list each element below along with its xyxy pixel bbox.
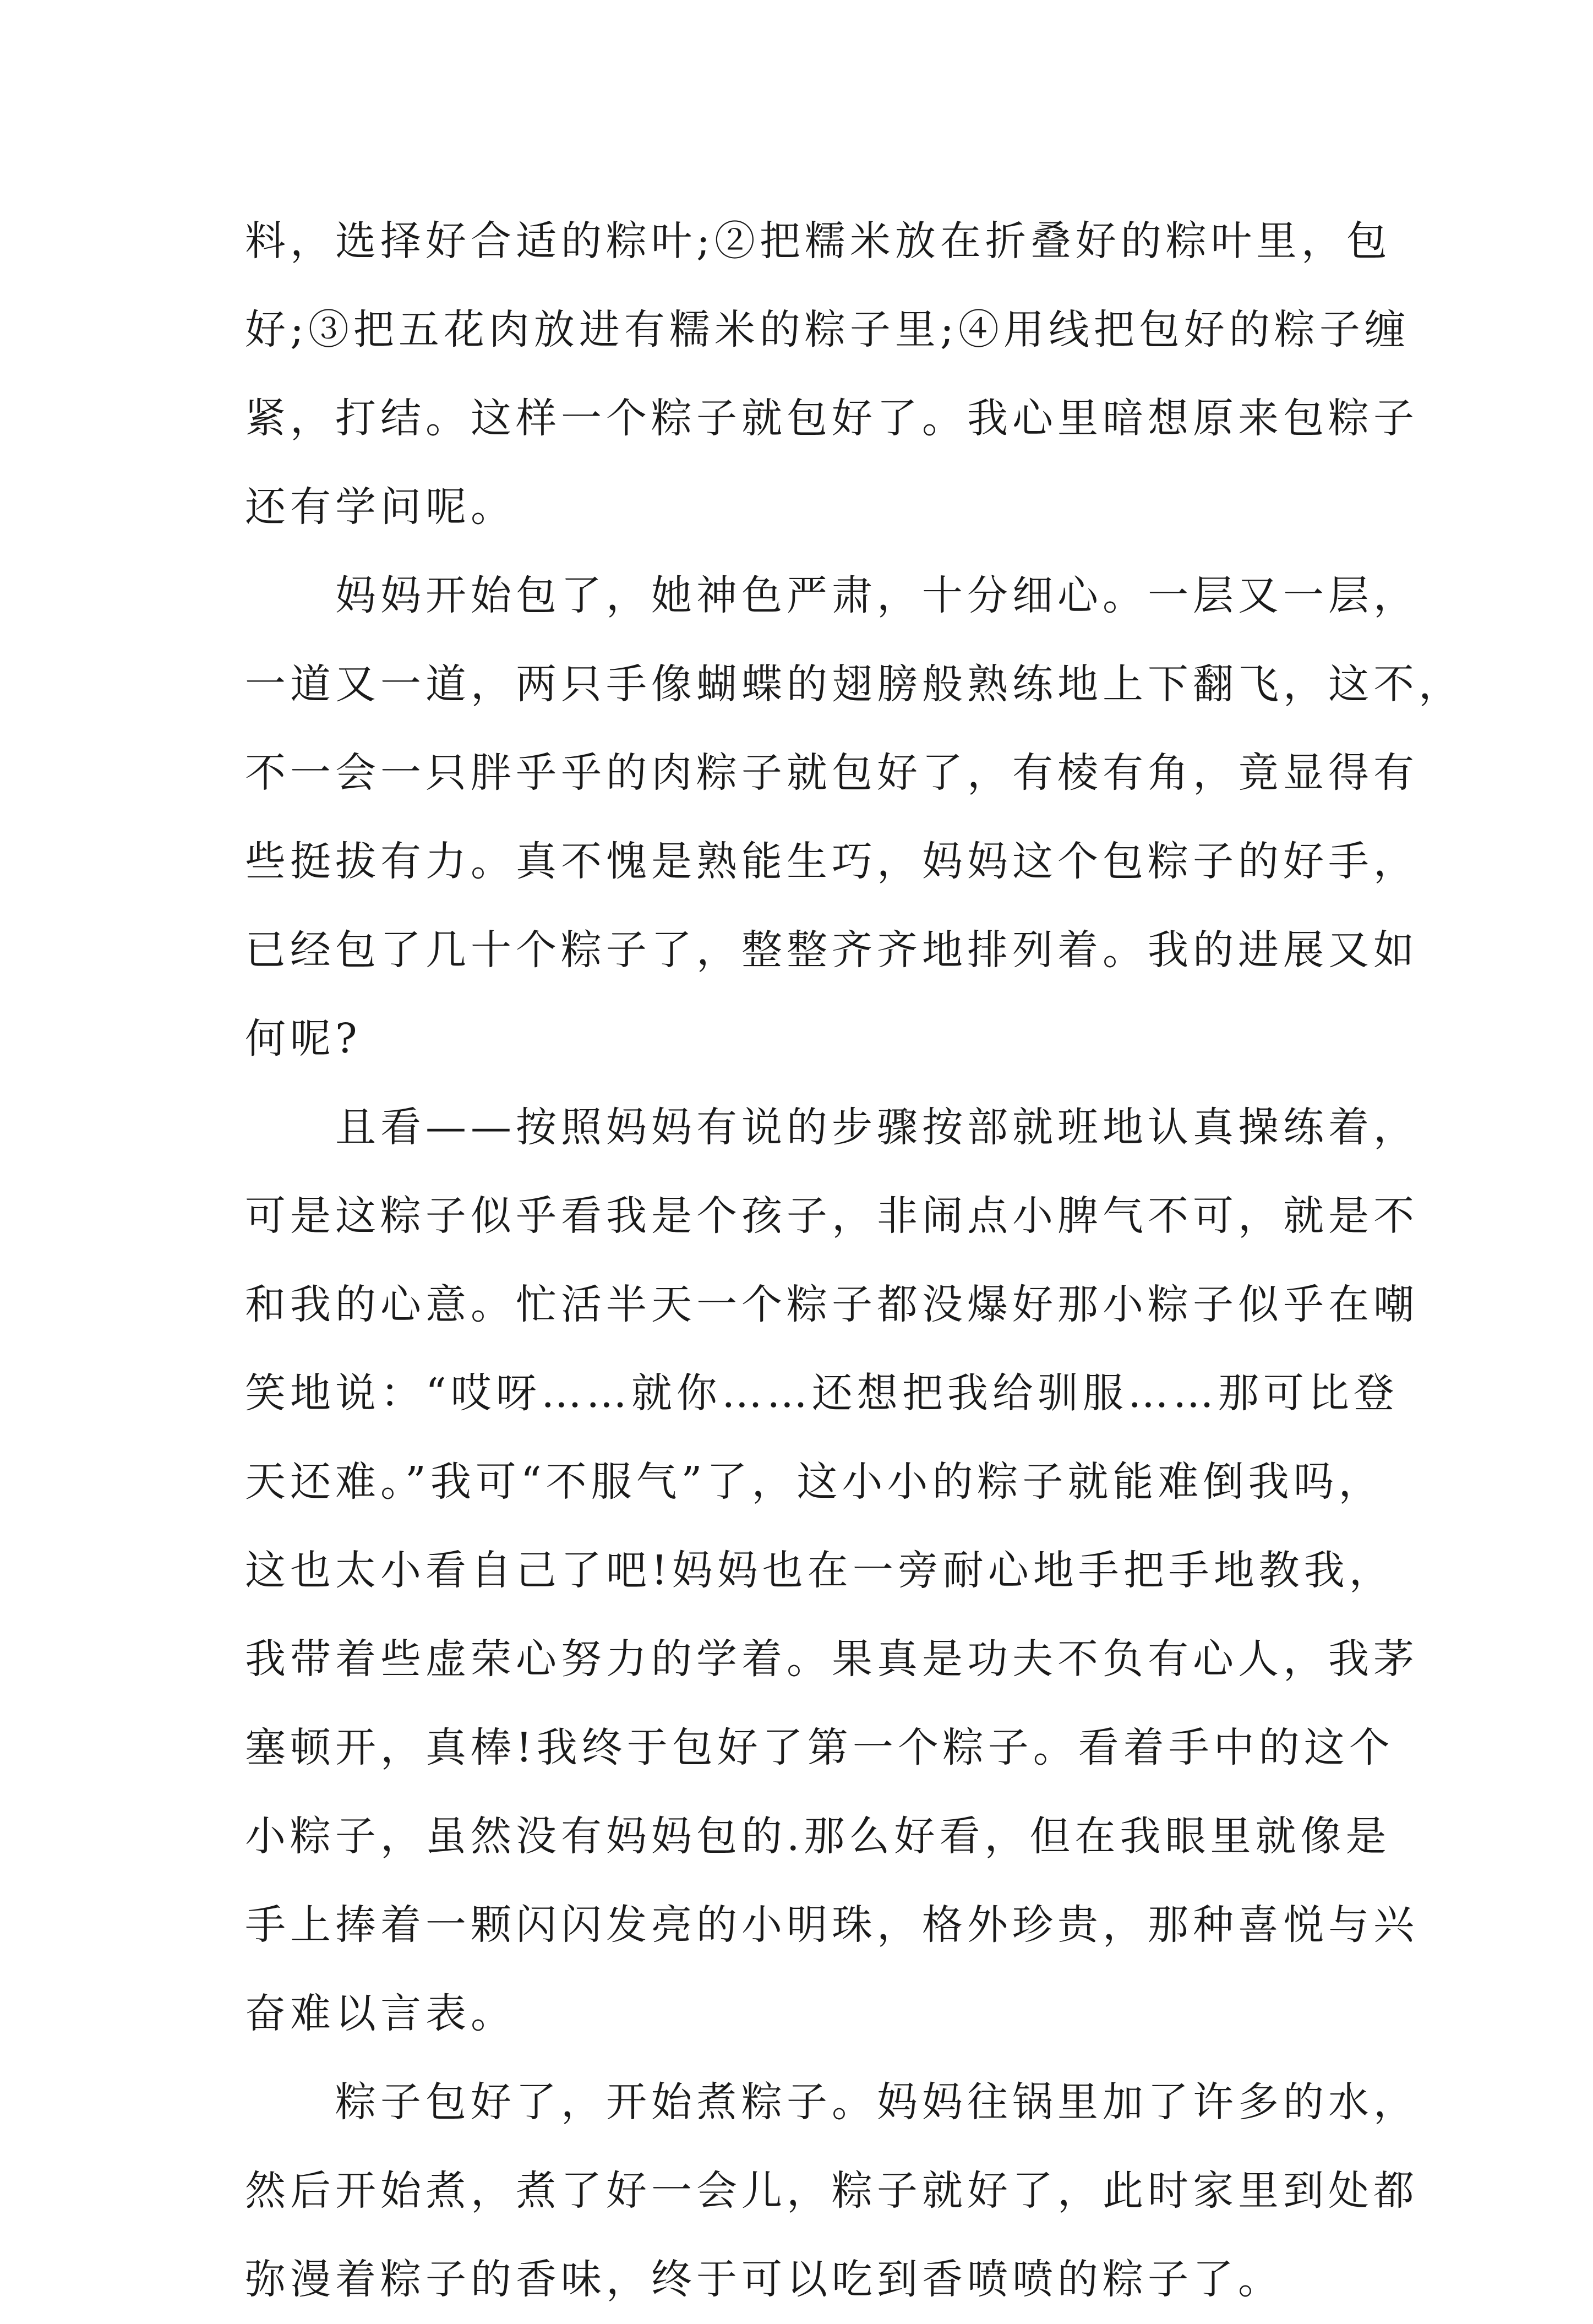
text-line: 然后开始煮，煮了好一会儿，粽子就好了，此时家里到处都 xyxy=(245,2167,1419,2214)
text-line: 奋难以言表。 xyxy=(245,1990,516,2037)
text-line: 妈妈开始包了，她神色严肃，十分细心。一层又一层， xyxy=(335,572,1419,619)
text-line: 我带着些虚荣心努力的学着。果真是功夫不负有心人，我茅 xyxy=(245,1635,1419,1683)
text-line: 塞顿开，真棒!我终于包好了第一个粽子。看着手中的这个 xyxy=(245,1724,1394,1771)
text-line: 和我的心意。忙活半天一个粽子都没爆好那小粽子似乎在嘲 xyxy=(245,1281,1419,1328)
text-line: 已经包了几十个粽子了，整整齐齐地排列着。我的进展又如 xyxy=(245,926,1419,974)
text-line: 些挺拔有力。真不愧是熟能生巧，妈妈这个包粽子的好手， xyxy=(245,838,1419,885)
text-line: 可是这粽子似乎看我是个孩子，非闹点小脾气不可，就是不 xyxy=(245,1192,1419,1240)
text-line: 还有学问呢。 xyxy=(245,483,516,531)
text-line: 小粽子，虽然没有妈妈包的.那么好看，但在我眼里就像是 xyxy=(245,1813,1391,1860)
text-line: 一道又一道，两只手像蝴蝶的翅膀般熟练地上下翻飞，这不， xyxy=(245,661,1464,708)
text-line: 何呢? xyxy=(245,1015,362,1062)
document-body xyxy=(245,197,1464,2324)
text-line: 紧，打结。这样一个粽子就包好了。我心里暗想原来包粽子 xyxy=(245,395,1419,442)
text-line: 粽子包好了，开始煮粽子。妈妈往锅里加了许多的水， xyxy=(335,2078,1419,2126)
paragraph-4 xyxy=(245,2058,1419,2324)
paragraph-2 xyxy=(245,552,1464,1083)
text-line: 手上捧着一颗闪闪发亮的小明珠，格外珍贵，那种喜悦与兴 xyxy=(245,1901,1419,1949)
text-line: 不一会一只胖乎乎的肉粽子就包好了，有棱有角，竟显得有 xyxy=(245,749,1419,797)
text-line: 天还难。”我可“不服气”了，这小小的粽子就能难倒我吗， xyxy=(245,1458,1384,1505)
text-line: 料，选择好合适的粽叶;②把糯米放在折叠好的粽叶里，包 xyxy=(245,217,1392,265)
text-line: 笑地说：“哎呀……就你……还想把我给驯服……那可比登 xyxy=(245,1370,1399,1417)
text-line: 好;③把五花肉放进有糯米的粽子里;④用线把包好的粽子缠 xyxy=(245,306,1410,353)
text-line: 且看——按照妈妈有说的步骤按部就班地认真操练着， xyxy=(335,1104,1419,1151)
text-line: 弥漫着粽子的香味，终于可以吃到香喷喷的粽子了。 xyxy=(245,2256,1283,2303)
paragraph-1 xyxy=(245,197,1419,552)
text-line: 这也太小看自己了吧!妈妈也在一旁耐心地手把手地教我， xyxy=(245,1547,1394,1594)
paragraph-3 xyxy=(245,1083,1419,2058)
